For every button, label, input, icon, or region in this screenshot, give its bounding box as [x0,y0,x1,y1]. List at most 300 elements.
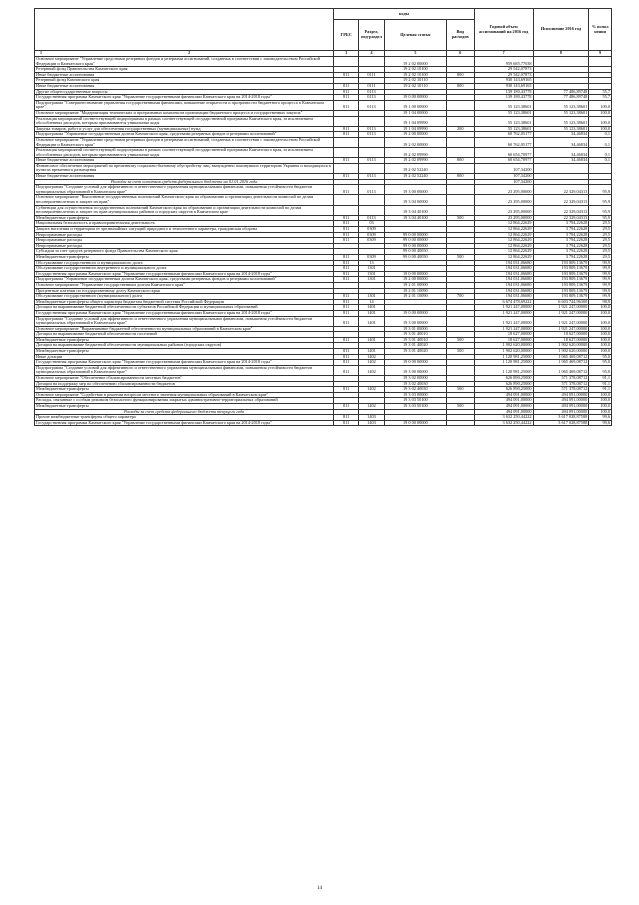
row-grbs [334,116,359,126]
row-annual-amount: 60 654,70977 [474,148,533,158]
row-name: Государственная программа Камчатского края "Управление государственными финансами Камчатского края на 2014-2018 годы" [35,310,334,316]
row-percent: 55,7 [589,95,612,101]
row-annual-amount: 3 632 250,44222 [474,420,533,426]
row-name: Межбюджетные трансферты [35,254,334,260]
row-section [359,148,385,158]
row-section: 0111 [359,72,385,78]
row-annual-amount: 494 091,00000 [474,398,533,404]
row-grbs [334,195,359,205]
row-name: Субвенции для осуществления государственных полномочий Камчатского края по образованию и организации деятельности комиссий по делам несовершеннолетних и защите их прав муниципальных районов и городских округов в Камчатском крае [35,205,334,215]
col-number: 1 [40,50,42,56]
row-target-article: 99 0 00 40050 [384,249,446,255]
row-execution-amount: 193 809,13679 [533,260,589,266]
row-grbs: 811 [334,420,359,426]
row-execution-amount: 1 921 247,00000 [533,310,589,316]
row-name: Межбюджетные трансферты [35,404,334,410]
row-percent: 100,0 [589,343,612,349]
row-execution-amount: 1 065 469,08712 [533,354,589,360]
row-grbs: 811 [334,305,359,311]
row-execution-amount: 3 794,22628 [533,221,589,227]
row-execution-amount: 34,46834 [533,148,589,158]
row-section: 0113 [359,126,385,132]
row-expense-type: 500 [446,337,474,343]
budget-table [34,8,612,426]
row-annual-amount: 494 091,00000 [474,392,533,398]
row-execution-amount: 34,46834 [533,158,589,164]
row-execution-amount: 3 794,22628 [533,232,589,238]
row-annual-amount: 12 864,22629 [474,238,533,244]
row-target-article: 19 3 00 00000 [384,365,446,375]
row-section: 03 [359,221,385,227]
row-grbs: 811 [334,260,359,266]
row-percent: 91,1 [589,387,612,393]
row-name: Национальная безопасность и правоохранительная деятельность [35,221,334,227]
row-name: Дотации на поддержку мер по обеспечению сбалансированности бюджетов [35,381,334,387]
table-row [35,137,612,147]
row-execution-amount: 1 902 620,00000 [533,343,589,349]
row-execution-amount: 3 794,22628 [533,249,589,255]
row-grbs [334,163,359,173]
row-grbs: 811 [334,215,359,221]
row-section: 0309 [359,238,385,244]
row-percent: 0,1 [589,137,612,147]
row-execution-amount: 22 329,04313 [533,195,589,205]
header-section: Раздел, под-раздел [359,20,385,51]
row-expense-type [446,365,474,375]
row-execution-amount: 1 065 469,08712 [533,360,589,366]
row-name: Непрограммные расходы [35,232,334,238]
row-percent: 0,1 [589,148,612,158]
row-annual-amount: 626 890,25000 [474,381,533,387]
row-section [359,137,385,147]
row-execution-amount: 1 921 247,00000 [533,305,589,311]
row-execution-amount: 34,46834 [533,132,589,138]
row-execution-amount: 1 921 247,00000 [533,326,589,332]
row-target-article: 19 1 00 00000 [384,100,446,110]
row-name: Дотации на выравнивание бюджетной обеспеченности субъектов Российской Федерации и муниципальных образований [35,305,334,311]
row-annual-amount: 194 031,06680 [474,288,533,294]
row-section: 1401 [359,349,385,355]
row-annual-amount: 107,34200 [474,174,533,180]
row-name: Дотации на выравнивание бюджетной обеспеченности поселений [35,332,334,338]
row-annual-amount: 194 031,06680 [474,271,533,277]
row-percent: 29,5 [589,249,612,255]
row-target-article: 19 2 02 10100 [384,72,446,78]
row-execution-amount: 494 091,00000 [533,404,589,410]
row-expense-type [446,57,474,67]
row-name: Дотации на выравнивание бюджетной обеспеченности муниципальных районов (городских округов) [35,343,334,349]
row-grbs: 811 [334,404,359,410]
row-name: Обслуживание государственного внутреннего и муниципального долга [35,266,334,272]
row-execution-amount: 193 809,13679 [533,266,589,272]
row-grbs: 811 [334,271,359,277]
row-execution-amount: 3 794,22628 [533,238,589,244]
row-target-article: 19 1 04 09990 [384,116,446,126]
row-name: Реализация мероприятий соответствующей подпрограммы в рамках соответствующей государственной программы Камчатского края, за исключением обособленных расходов, которым присваиваются уникальные коды [35,116,334,126]
row-percent: 95,9 [589,215,612,221]
row-target-article: 19 3 01 40010 [384,332,446,338]
row-expense-type [446,163,474,173]
row-grbs: 811 [334,221,359,227]
row-execution-amount [533,57,589,67]
row-target-article: 99 0 00 00000 [384,238,446,244]
row-expense-type: 800 [446,174,474,180]
row-target-article: 19 2 02 00000 [384,137,446,147]
row-percent: 100,0 [589,326,612,332]
row-section: 1402 [359,404,385,410]
row-percent: 95,9 [589,205,612,215]
row-percent: 100,0 [589,392,612,398]
row-annual-amount: 194 031,06680 [474,266,533,272]
row-grbs [334,57,359,67]
row-expense-type: 500 [446,349,474,355]
row-target-article: 19 3 01 40020 [384,349,446,355]
row-annual-amount: 29 542,07873 [474,67,533,73]
row-section: 0113 [359,158,385,164]
row-annual-amount: 12 864,22629 [474,249,533,255]
row-execution-amount: 77 486,89748 [533,89,589,95]
row-name: Реализация мероприятий соответствующей подпрограммы в рамках соответствующей государственной программы Камчатского края, за исключением обособленных расходов, которым присваиваются уникальные коды [35,148,334,158]
row-annual-amount: 29 542,07873 [474,72,533,78]
col-number: 9 [589,51,612,57]
row-target-article: 19 2 02 00000 [384,57,446,67]
row-target-article: 19 0 00 00000 [384,95,446,101]
row-target-article: 19 2 01 00000 [384,282,446,288]
row-name: Основное мероприятие "Управление средствами резервных фондов и резервами ассигнований, созданных в соответствии с законодательством Российской Федерации и Камчатского края" [35,137,334,147]
row-execution-amount: 34,46834 [533,137,589,147]
row-execution-amount: 193 809,13679 [533,282,589,288]
row-annual-amount: 194 031,06680 [474,282,533,288]
row-name: Государственная программа Камчатского края "Управление государственными финансами Камчатского края на 2014-2018 годы" [35,420,334,426]
row-annual-amount: 6 674 478,69222 [474,299,533,305]
row-target-article: 19 1 04 00000 [384,110,446,116]
row-name: Подпрограмма "Создание условий для эффективного и ответственного управления муниципальными финансами, повышения устойчивости бюджетов муниципальных образований в Камчатском крае" [35,365,334,375]
row-percent: 100,0 [589,409,612,415]
row-execution-amount: 1 921 247,00000 [533,316,589,326]
row-percent: 95,9 [589,185,612,195]
row-section: 0309 [359,227,385,233]
row-name: Обслуживание государственного и муниципального долга [35,260,334,266]
row-target-article: 19 3 01 40010 [384,337,446,343]
row-execution-amount: 494 091,00000 [533,392,589,398]
row-grbs: 811 [334,238,359,244]
col-number: 4 [359,51,385,57]
row-grbs: 811 [334,415,359,421]
row-execution-amount: 22 329,04313 [533,205,589,215]
row-annual-amount: 12 864,22629 [474,232,533,238]
row-percent: 95,0 [589,354,612,360]
row-target-article: 19 2 02 10100 [384,67,446,73]
row-section: 0113 [359,185,385,195]
row-percent: 29,5 [589,232,612,238]
budget-report-sheet [34,8,612,426]
row-percent: 95,0 [589,365,612,375]
row-percent [589,57,612,67]
row-annual-amount: 1 902 620,00000 [474,349,533,355]
row-expense-type [446,100,474,110]
row-annual-amount: 194 031,06680 [474,277,533,283]
row-percent: 100,0 [589,337,612,343]
row-name: Основное мероприятие "Выполнение государственных полномочий Камчатского края по образованию и организации деятельности комиссий по делам несовершеннолетних и защите их прав" [35,195,334,205]
row-section: 0309 [359,254,385,260]
row-expense-type [446,316,474,326]
row-target-article: 19 3 03 50100 [384,404,446,410]
row-percent: 100,0 [589,116,612,126]
row-target-article: 19 0 00 00000 [384,271,446,277]
row-annual-amount: 1 921 247,00000 [474,316,533,326]
row-name: Иные бюджетные ассигнования [35,158,334,164]
row-percent: 100,0 [589,316,612,326]
row-percent: 98,9 [589,299,612,305]
row-target-article: 19 3 03 50100 [384,398,446,404]
row-target-article: 99 0 00 00000 [384,243,446,249]
row-annual-amount: 1 921 247,00000 [474,310,533,316]
row-target-article: 19 2 01 10090 [384,294,446,300]
row-grbs: 811 [334,227,359,233]
row-annual-amount: 1 120 981,25000 [474,365,533,375]
row-target-article: 99 0 00 00000 [384,232,446,238]
row-percent: 29,5 [589,221,612,227]
row-percent: 100,0 [589,404,612,410]
row-section [359,116,385,126]
row-expense-type: 500 [446,254,474,260]
row-name: Подпрограмма "Создание условий для эффективного и ответственного управления муниципальными финансами, повышения устойчивости бюджетов муниципальных образований в Камчатском крае" [35,316,334,326]
row-name: Резервный фонд Камчатского края [35,78,334,84]
row-grbs: 811 [334,132,359,138]
table-row [35,148,612,158]
row-name: Иные дотации [35,354,334,360]
row-annual-amount: 3 632 250,44222 [474,415,533,421]
row-target-article: 19 3 00 00000 [384,316,446,326]
row-section: 1402 [359,387,385,393]
row-target-article: 19 2 02 09990 [384,158,446,164]
row-grbs: 811 [334,310,359,316]
row-annual-amount: 18 627,00000 [474,337,533,343]
row-percent: 95,0 [589,360,612,366]
row-expense-type: 800 [446,72,474,78]
row-name: Основное мероприятие "Выравнивание бюджетной обеспеченности муниципальных образований в Камчатском крае" [35,326,334,332]
row-name: Подпрограмма "Управление государственным долгом Камчатского края, средствами резервных фондов и резервами ассигнований" [35,277,334,283]
header-annual: Годовой объем ассигнований на 2016 год [474,9,533,51]
row-expense-type [446,148,474,158]
row-section [359,57,385,67]
row-annual-amount: 1 120 981,25000 [474,360,533,366]
page-number: 14 [317,886,322,891]
row-grbs: 811 [334,83,359,89]
row-target-article: 19 3 01 40020 [384,343,446,349]
table-row [35,195,612,205]
row-target-article: 19 2 02 52240 [384,163,446,173]
row-annual-amount: 55 123,38601 [474,126,533,132]
row-annual-amount: 930 143,69165 [474,83,533,89]
row-execution-amount: 3 617 028,87588 [533,415,589,421]
row-annual-amount: 12 864,22629 [474,227,533,233]
row-section: 0113 [359,132,385,138]
row-execution-amount: 55 123,38601 [533,100,589,110]
row-percent: 99,9 [589,277,612,283]
row-target-article: 19 3 01 00000 [384,326,446,332]
row-expense-type [446,420,474,426]
row-grbs: 811 [334,277,359,283]
row-annual-amount: 12 864,22629 [474,243,533,249]
row-name: Подпрограмма "Создание условий для эффективного и ответственного управления муниципальными финансами, повышения устойчивости бюджетов муниципальных образований в Камчатском крае" [35,185,334,195]
row-name: Межбюджетные трансферты [35,215,334,221]
row-grbs [334,137,359,147]
row-grbs: 811 [334,316,359,326]
row-execution-amount: 18 627,00000 [533,337,589,343]
table-row [35,185,612,195]
row-target-article: 19 3 04 40100 [384,205,446,215]
row-name: Государственная программа Камчатского края "Управление государственными финансами Камчатского края на 2014-2018 годы" [35,95,334,101]
row-expense-type [446,185,474,195]
row-section: 1401 [359,337,385,343]
row-target-article: 19 2 01 10090 [384,288,446,294]
row-target-article: 19 3 03 00000 [384,392,446,398]
row-execution-amount: 22 329,04313 [533,215,589,221]
row-target-article: 19 3 04 00000 [384,195,446,205]
row-grbs: 811 [334,360,359,366]
table-row [35,100,612,110]
row-grbs: 811 [334,100,359,110]
row-annual-amount: 626 890,25000 [474,376,533,382]
row-section: 14 [359,299,385,305]
col-number: 7 [474,51,533,57]
row-grbs: 811 [334,158,359,164]
row-name: Межбюджетные трансферты [35,387,334,393]
row-section: 1401 [359,316,385,326]
row-expense-type [446,205,474,215]
row-target-article: 19 2 02 10110 [384,83,446,89]
table-row [35,316,612,326]
row-name: Иные бюджетные ассигнования [35,83,334,89]
table-row [35,163,612,173]
row-grbs: 811 [334,365,359,375]
row-name: Другие общегосударственные вопросы [35,89,334,95]
row-section: 1401 [359,305,385,311]
row-target-article: 19 3 02 00000 [384,376,446,382]
row-annual-amount: 55 123,38601 [474,110,533,116]
row-grbs: 811 [334,126,359,132]
row-section: 0113 [359,89,385,95]
row-annual-amount: 23 295,00000 [474,195,533,205]
row-percent: 100,0 [589,310,612,316]
row-expense-type [446,195,474,205]
row-expense-type: 700 [446,294,474,300]
row-execution-amount: 571 378,08712 [533,387,589,393]
col-number: 5 [384,51,446,57]
row-percent: 29,5 [589,227,612,233]
row-expense-type [446,137,474,147]
row-target-article: 99 0 00 40050 [384,254,446,260]
row-percent: 99,9 [589,271,612,277]
row-execution-amount: 18 627,00000 [533,332,589,338]
row-grbs [334,205,359,215]
row-percent: 99,9 [589,294,612,300]
row-execution-amount: 3 617 028,87588 [533,420,589,426]
row-annual-amount: 194 031,06680 [474,260,533,266]
row-target-article: 19 3 04 40100 [384,215,446,221]
row-section: 1402 [359,360,385,366]
row-execution-amount: 193 809,13679 [533,277,589,283]
row-grbs: 811 [334,299,359,305]
row-section [359,195,385,205]
row-annual-amount: 12 864,22629 [474,254,533,260]
row-target-article: 19 0 00 00000 [384,310,446,316]
row-expense-type: 200 [446,126,474,132]
col-number: 6 [446,51,474,57]
row-expense-type: 500 [446,387,474,393]
row-percent: 0,1 [589,132,612,138]
row-execution-amount: 1 065 469,08712 [533,365,589,375]
row-percent: 99,9 [589,260,612,266]
row-grbs: 811 [334,254,359,260]
row-section: 0113 [359,174,385,180]
row-annual-amount: 1 921 247,00000 [474,305,533,311]
col-number: 3 [334,51,359,57]
header-percent: % испол нения [589,9,612,51]
table-row [35,57,612,67]
header-name-col [35,9,334,51]
row-name: Подпрограмма "Совершенствование управления государственными финансами, повышение открытости и прозрачности бюджетного процесса в Камчатском крае" [35,100,334,110]
row-section: 13 [359,260,385,266]
row-execution-amount: 494 091,00000 [533,398,589,404]
row-name: Основное мероприятие "Содействие в решении вопросов местного значения муниципальных образований в Камчатском крае" [35,392,334,398]
row-name: Защита населения и территории от чрезвычайных ситуаций природного и техногенного характера, гражданская оборона [35,227,334,233]
row-execution-amount: 1 902 620,00000 [533,349,589,355]
row-percent: 29,5 [589,254,612,260]
table-row [35,365,612,375]
row-section: 0309 [359,232,385,238]
row-section: 1403 [359,420,385,426]
row-name: Основное мероприятие "Управление государственным долгом Камчатского края" [35,282,334,288]
row-name: Подпрограмма "Управление государственным долгом Камчатского края, средствами резервных фондов и резервами ассигнований" [35,132,334,138]
row-annual-amount: 959 685,77038 [474,57,533,67]
row-name: Межбюджетные трансферты [35,349,334,355]
row-name: Межбюджетные трансферты общего характера бюджетам бюджетной системы Российской Федерации [35,299,334,305]
row-name: Иные бюджетные ассигнования [35,72,334,78]
row-target-article: 19 3 00 00000 [384,185,446,195]
row-annual-amount: 494 091,00000 [474,409,533,415]
row-expense-type [446,116,474,126]
row-name: Государственная программа Камчатского края "Управление государственными финансами Камчатского края на 2014-2018 годы" [35,360,334,366]
row-section: 1402 [359,354,385,360]
row-execution-amount [533,163,589,173]
row-name: Основное мероприятие "Модернизация технических и программных комплексов организации бюджетного процесса и государственных закупок" [35,110,334,116]
row-name: Непрограммные расходы [35,243,334,249]
header-grbs: ГРБС [334,20,359,51]
row-annual-amount: 930 143,69165 [474,78,533,84]
row-name: Процентные платежи по государственному долгу Камчатского края [35,288,334,294]
header-type: Вид расходов [446,20,474,51]
row-section: 1301 [359,277,385,283]
col-number: 8 [533,51,589,57]
row-section: 0113 [359,100,385,110]
row-section: 1301 [359,266,385,272]
row-percent: 99,6 [589,420,612,426]
row-grbs: 811 [334,337,359,343]
row-annual-amount: 1 120 981,25000 [474,354,533,360]
row-target-article: 19 3 02 40030 [384,387,446,393]
row-annual-amount: 23 295,00000 [474,185,533,195]
row-target-article: 19 2 00 00000 [384,132,446,138]
row-grbs: 811 [334,354,359,360]
row-section: 0113 [359,215,385,221]
row-percent: 91,1 [589,376,612,382]
row-grbs: 811 [334,72,359,78]
row-percent: 100,0 [589,126,612,132]
row-execution-amount: 77 486,89748 [533,95,589,101]
row-execution-amount: 22 329,04313 [533,185,589,195]
